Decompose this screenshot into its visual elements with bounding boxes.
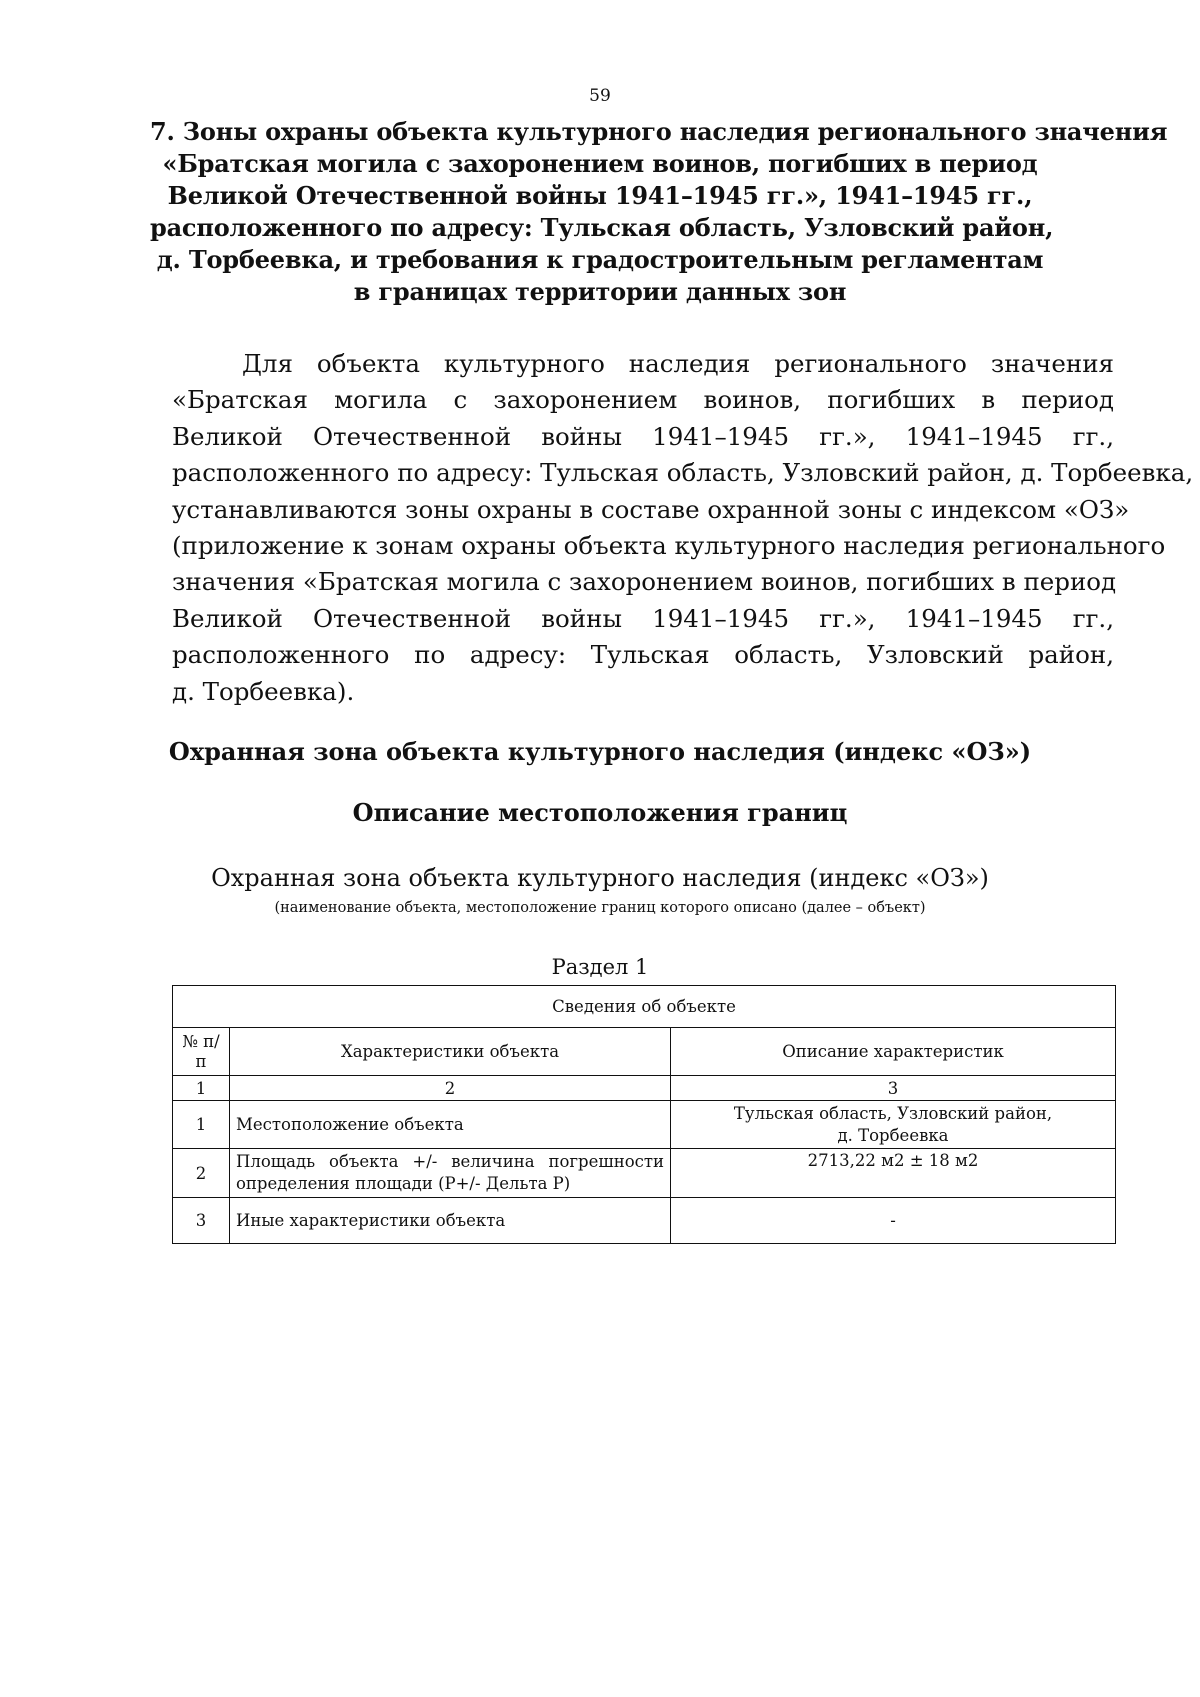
table-row xyxy=(173,1149,1116,1198)
row-number: 2 xyxy=(173,1149,230,1198)
header-number: № п/п xyxy=(173,1028,230,1076)
row-characteristic: Площадь объекта +/- величина погрешности определения площади (Р+/- Дельта Р) xyxy=(230,1149,671,1198)
column-number: 3 xyxy=(671,1076,1116,1101)
table-header-row xyxy=(173,1028,1116,1076)
zone-title: Охранная зона объекта культурного наследия (индекс «ОЗ») xyxy=(168,737,1032,766)
paragraph-line: Для объекта культурного наследия регионального значения xyxy=(242,349,1114,378)
row-description: - xyxy=(671,1198,1116,1244)
column-number: 2 xyxy=(230,1076,671,1101)
table-row xyxy=(173,1101,1116,1149)
object-caption: (наименование объекта, местоположение границ которого описано (далее – объект) xyxy=(274,900,926,916)
column-number-row xyxy=(173,1076,1116,1101)
paragraph-line: Великой Отечественной войны 1941–1945 гг.», 1941–1945 гг., xyxy=(172,421,1114,451)
paragraph-line: значения «Братская могила с захоронением воинов, погибших в период xyxy=(172,567,1117,597)
paragraph-line: расположенного по адресу: Тульская область, Узловский район, д. Торбеевка, xyxy=(172,458,1194,488)
header-description: Описание характеристик xyxy=(671,1028,1116,1076)
heading-line: Великой Отечественной войны 1941–1945 гг.», 1941–1945 гг., xyxy=(167,181,1033,210)
row-number: 1 xyxy=(173,1101,230,1149)
body-paragraph xyxy=(172,346,1194,710)
heading-line: в границах территории данных зон xyxy=(353,277,847,306)
row-number: 3 xyxy=(173,1198,230,1244)
row-description: 2713,22 м2 ± 18 м2 xyxy=(671,1149,1116,1198)
paragraph-line: «Братская могила с захоронением воинов, погибших в период xyxy=(172,385,1114,415)
header-characteristic: Характеристики объекта xyxy=(230,1028,671,1076)
object-name: Охранная зона объекта культурного наследия (индекс «ОЗ») xyxy=(211,864,989,892)
row-description: Тульская область, Узловский район, д. Торбеевка xyxy=(671,1101,1116,1149)
boundary-title: Описание местоположения границ xyxy=(352,798,848,827)
table-title: Сведения об объекте xyxy=(173,986,1116,1028)
table-title-row xyxy=(173,986,1116,1028)
column-number: 1 xyxy=(173,1076,230,1101)
object-info-table xyxy=(172,985,1116,1244)
heading-line: 7. Зоны охраны объекта культурного наследия регионального значения xyxy=(150,117,1168,146)
heading-line: расположенного по адресу: Тульская область, Узловский район, xyxy=(150,213,1054,242)
paragraph-line: Великой Отечественной войны 1941–1945 гг.», 1941–1945 гг., xyxy=(172,603,1114,633)
section-heading xyxy=(150,116,1168,308)
paragraph-line: (приложение к зонам охраны объекта культурного наследия регионального xyxy=(172,531,1166,561)
row-characteristic: Местоположение объекта xyxy=(230,1101,671,1149)
heading-line: д. Торбеевка, и требования к градостроительным регламентам xyxy=(156,245,1044,274)
page-number: 59 xyxy=(589,86,611,106)
paragraph-line: расположенного по адресу: Тульская область, Узловский район, xyxy=(172,640,1114,670)
paragraph-line: устанавливаются зоны охраны в составе охранной зоны с индексом «ОЗ» xyxy=(172,494,1130,524)
heading-line: «Братская могила с захоронением воинов, погибших в период xyxy=(162,149,1038,178)
section-label: Раздел 1 xyxy=(551,955,649,979)
row-characteristic: Иные характеристики объекта xyxy=(230,1198,671,1244)
table-row xyxy=(173,1198,1116,1244)
paragraph-line: д. Торбеевка). xyxy=(172,676,355,706)
